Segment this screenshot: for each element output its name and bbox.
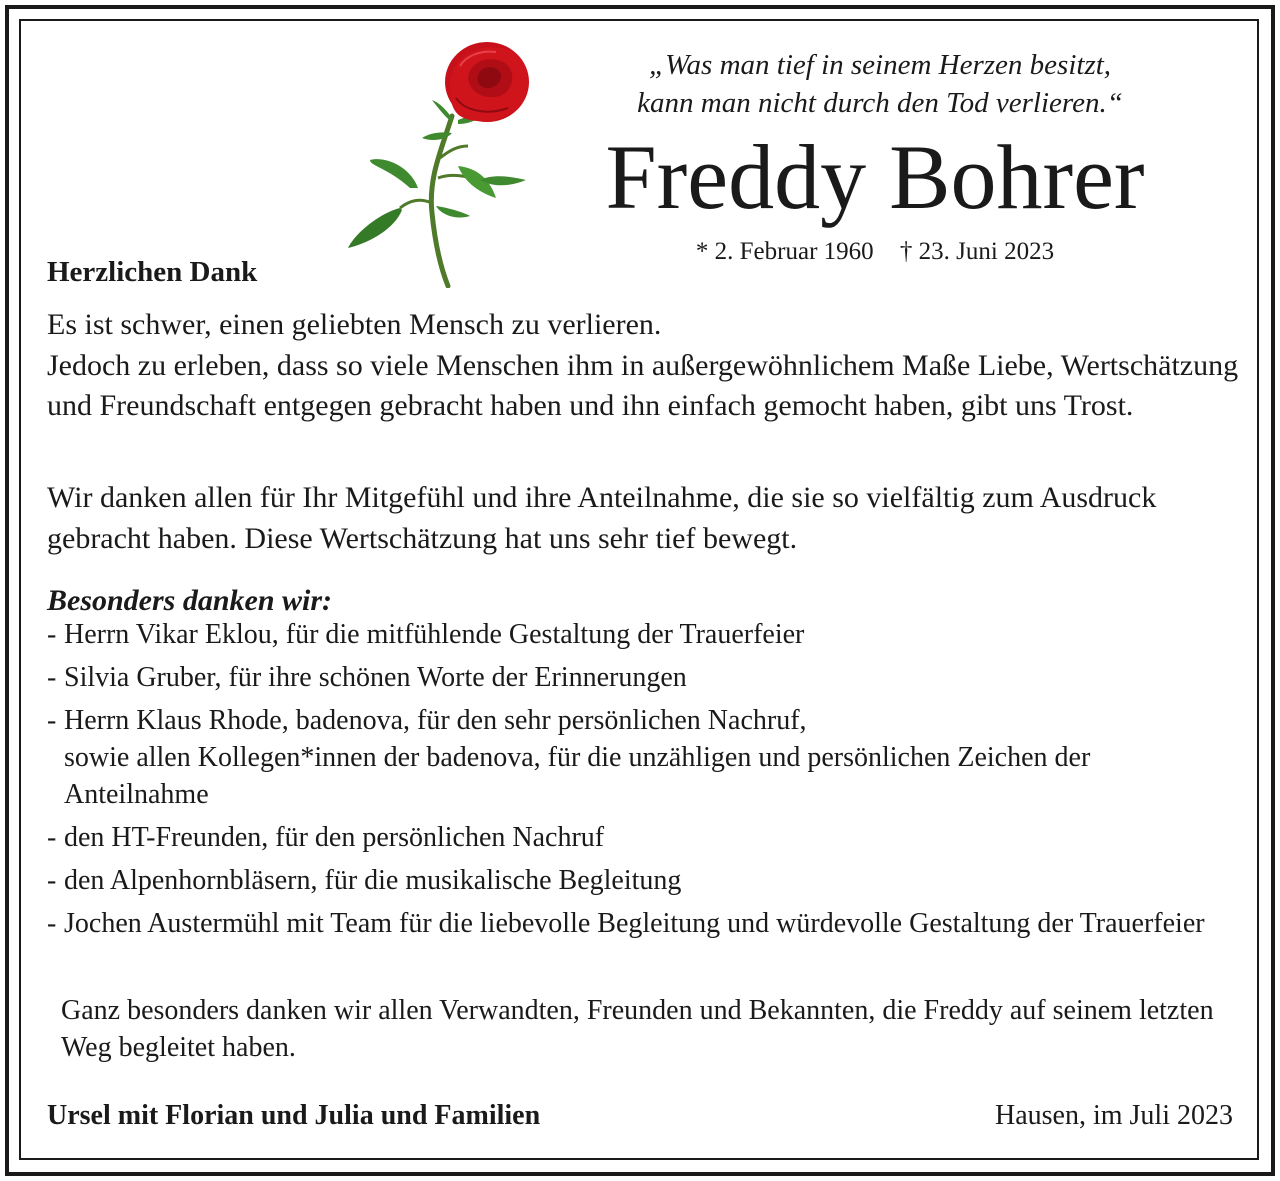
list-item: [47, 659, 1237, 696]
closing-paragraph: Ganz besonders danken wir allen Verwandten, Freunden und Bekannten, die Freddy auf seinem letzten Weg begleitet haben.: [61, 995, 1214, 1063]
red-rose-icon: [340, 38, 540, 288]
list-item: [47, 862, 1237, 899]
list-item-text: Silvia Gruber, für ihre schönen Worte der Erinnerungen: [64, 662, 687, 693]
paragraph-2: [47, 478, 1247, 559]
family-signature: Ursel mit Florian und Julia und Familien: [47, 1100, 541, 1131]
list-dash: -: [47, 822, 57, 853]
list-dash: -: [47, 619, 57, 650]
list-item: [47, 819, 1237, 856]
list-item-text: Herrn Vikar Eklou, für die mitfühlende Gestaltung der Trauerfeier: [64, 619, 805, 650]
list-dash: -: [47, 908, 57, 939]
place-date: Hausen, im Juli 2023: [995, 1100, 1233, 1131]
list-item: [47, 702, 1237, 813]
paragraph-2-text: Wir danken allen für Ihr Mitgefühl und ihre Anteilnahme, die sie so vielfältig zum Ausdruck gebracht haben. Diese Wertschätzung hat uns sehr tief bewegt.: [47, 481, 1157, 555]
paragraph-1-line-2: Jedoch zu erleben, dass so viele Menschen ihm in außergewöhnlichem Maße Liebe, Wertschätzung und Freundschaft entgegen gebracht haben und ihn einfach gemocht haben, gibt uns Trost.: [47, 348, 1239, 422]
list-dash: -: [47, 705, 57, 736]
list-item: [47, 905, 1237, 942]
quote-line-2: kann man nicht durch den Tod verlieren.“: [637, 87, 1123, 119]
list-item: [47, 616, 1237, 653]
deceased-name: Freddy Bohrer: [605, 126, 1145, 228]
memorial-quote: [560, 46, 1200, 122]
death-date: † 23. Juni 2023: [899, 238, 1055, 265]
birth-date: * 2. Februar 1960: [695, 238, 874, 265]
thanks-list: [47, 616, 1237, 948]
list-item-text-continued: sowie allen Kollegen*innen der badenova, für die unzähligen und persönlichen Zeichen der Anteilnahme: [64, 742, 1091, 810]
paragraph-1: [47, 305, 1247, 427]
paragraph-1-line-1: Es ist schwer, einen geliebten Mensch zu verlieren.: [47, 308, 662, 341]
besonders-heading: Besonders danken wir:: [47, 584, 333, 617]
list-item-text: Jochen Austermühl mit Team für die liebevolle Begleitung und würdevolle Gestaltung der Trauerfeier: [64, 908, 1205, 939]
thanks-heading: Herzlichen Dank: [47, 256, 258, 288]
list-item-text: Herrn Klaus Rhode, badenova, für den sehr persönlichen Nachruf,: [64, 705, 807, 736]
life-dates: [560, 236, 1190, 268]
quote-line-1: „Was man tief in seinem Herzen besitzt,: [648, 49, 1112, 81]
list-item-text: den HT-Freunden, für den persönlichen Nachruf: [64, 822, 605, 853]
list-dash: -: [47, 865, 57, 896]
list-dash: -: [47, 662, 57, 693]
list-item-text: den Alpenhornbläsern, für die musikalische Begleitung: [64, 865, 682, 896]
